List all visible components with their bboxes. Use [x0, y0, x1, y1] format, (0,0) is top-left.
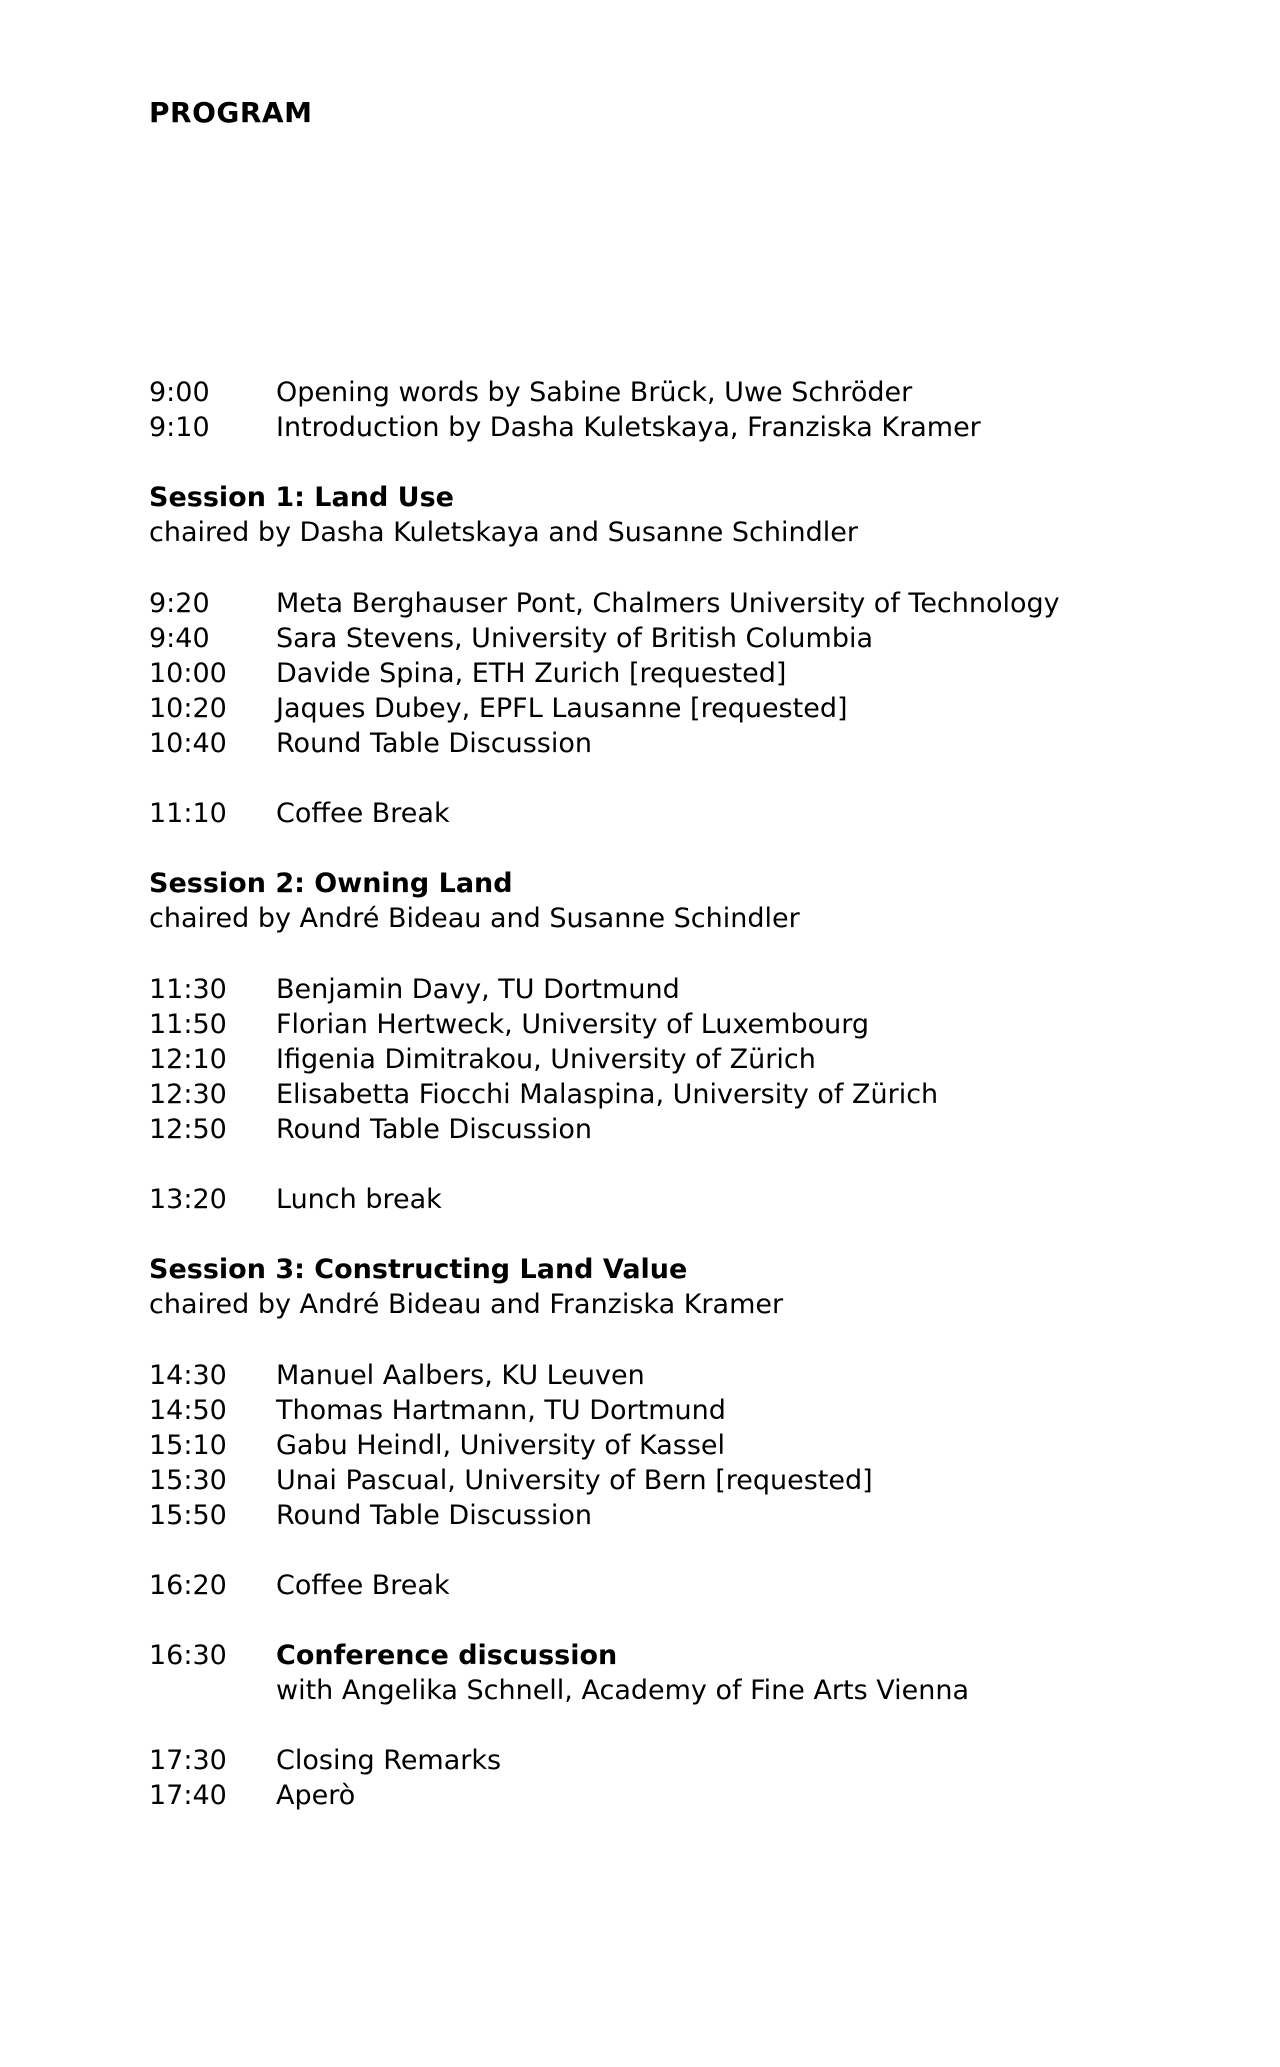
item-text: Manuel Aalbers, KU Leuven: [276, 1360, 645, 1391]
schedule-row: [149, 1182, 1209, 1217]
item-text: Round Table Discussion: [276, 1114, 592, 1145]
schedule-row: [149, 1638, 1209, 1673]
time-label: 10:40: [149, 728, 227, 759]
time-label: 12:10: [149, 1044, 227, 1075]
item-text: Benjamin Davy, TU Dortmund: [276, 974, 680, 1005]
session-chair: chaired by André Bideau and Susanne Schindler: [149, 903, 800, 934]
item-text: Aperò: [276, 1780, 356, 1811]
item-text: Thomas Hartmann, TU Dortmund: [276, 1395, 726, 1426]
item-text: Meta Berghauser Pont, Chalmers University of Technology: [276, 588, 1060, 619]
time-label: 11:50: [149, 1009, 227, 1040]
schedule-row: [149, 1673, 1209, 1708]
page-title: PROGRAM: [149, 96, 313, 129]
opening-block: [149, 375, 1209, 445]
session-3: [149, 1252, 1209, 1322]
time-label: 16:30: [149, 1640, 227, 1671]
schedule-row: [149, 656, 1209, 691]
schedule-row: [149, 1498, 1209, 1533]
item-text: Unai Pascual, University of Bern [requested]: [276, 1465, 873, 1496]
schedule-row: [149, 1778, 1209, 1813]
schedule-row: [149, 621, 1209, 656]
time-label: 10:20: [149, 693, 227, 724]
time-label: 15:30: [149, 1465, 227, 1496]
time-label: 16:20: [149, 1570, 227, 1601]
time-label: 10:00: [149, 658, 227, 689]
time-label: 9:40: [149, 623, 210, 654]
session-3-talks: [149, 1358, 1209, 1533]
break-block: [149, 1182, 1209, 1217]
session-1-talks: [149, 586, 1209, 761]
schedule-row: [149, 1463, 1209, 1498]
item-text: Jaques Dubey, EPFL Lausanne [requested]: [276, 693, 848, 724]
time-label: 15:10: [149, 1430, 227, 1461]
schedule-row: [149, 1568, 1209, 1603]
time-label: 11:30: [149, 974, 227, 1005]
item-text: Elisabetta Fiocchi Malaspina, University of Zürich: [276, 1079, 939, 1110]
schedule-row: [149, 1007, 1209, 1042]
schedule-row: [149, 1393, 1209, 1428]
schedule-row: [149, 586, 1209, 621]
item-text: Coffee Break: [276, 1570, 450, 1601]
session-chair: chaired by Dasha Kuletskaya and Susanne Schindler: [149, 517, 858, 548]
schedule-row: [149, 410, 1209, 445]
time-label: 14:30: [149, 1360, 227, 1391]
time-label: 9:00: [149, 377, 210, 408]
item-text: Opening words by Sabine Brück, Uwe Schröder: [276, 377, 913, 408]
schedule-row: [149, 1042, 1209, 1077]
time-label: 11:10: [149, 798, 227, 829]
time-label: 12:30: [149, 1079, 227, 1110]
session-title: Session 3: Constructing Land Value: [149, 1254, 688, 1285]
schedule-row: [149, 1358, 1209, 1393]
time-label: 17:30: [149, 1745, 227, 1776]
schedule-row: [149, 1428, 1209, 1463]
session-1: [149, 480, 1209, 550]
item-text: Florian Hertweck, University of Luxembourg: [276, 1009, 869, 1040]
break-block: [149, 796, 1209, 831]
schedule-row: [149, 972, 1209, 1007]
time-label: 17:40: [149, 1780, 227, 1811]
item-text: Introduction by Dasha Kuletskaya, Franziska Kramer: [276, 412, 981, 443]
time-label: 12:50: [149, 1114, 227, 1145]
item-text: Lunch break: [276, 1184, 442, 1215]
time-label: 13:20: [149, 1184, 227, 1215]
session-title: Session 2: Owning Land: [149, 868, 513, 899]
schedule-row: [149, 691, 1209, 726]
schedule-row: [149, 1077, 1209, 1112]
conference-title: Conference discussion: [276, 1640, 618, 1671]
item-text: Closing Remarks: [276, 1745, 502, 1776]
session-2: [149, 866, 1209, 936]
item-text: Ifigenia Dimitrakou, University of Zürich: [276, 1044, 816, 1075]
conference-subtitle: with Angelika Schnell, Academy of Fine Arts Vienna: [276, 1675, 970, 1706]
item-text: Coffee Break: [276, 798, 450, 829]
schedule-row: [149, 726, 1209, 761]
session-2-talks: [149, 972, 1209, 1147]
conference-discussion-block: [149, 1638, 1209, 1708]
schedule-row: [149, 1743, 1209, 1778]
closing-block: [149, 1743, 1209, 1813]
time-label: 9:20: [149, 588, 210, 619]
item-text: Round Table Discussion: [276, 1500, 592, 1531]
session-title: Session 1: Land Use: [149, 482, 454, 513]
item-text: Sara Stevens, University of British Columbia: [276, 623, 874, 654]
session-chair: chaired by André Bideau and Franziska Kramer: [149, 1289, 784, 1320]
schedule-row: [149, 375, 1209, 410]
time-label: 15:50: [149, 1500, 227, 1531]
schedule-row: [149, 796, 1209, 831]
time-label: 9:10: [149, 412, 210, 443]
time-label: 14:50: [149, 1395, 227, 1426]
item-text: Gabu Heindl, University of Kassel: [276, 1430, 726, 1461]
item-text: Round Table Discussion: [276, 728, 592, 759]
break-block: [149, 1568, 1209, 1603]
schedule-row: [149, 1112, 1209, 1147]
item-text: Davide Spina, ETH Zurich [requested]: [276, 658, 787, 689]
